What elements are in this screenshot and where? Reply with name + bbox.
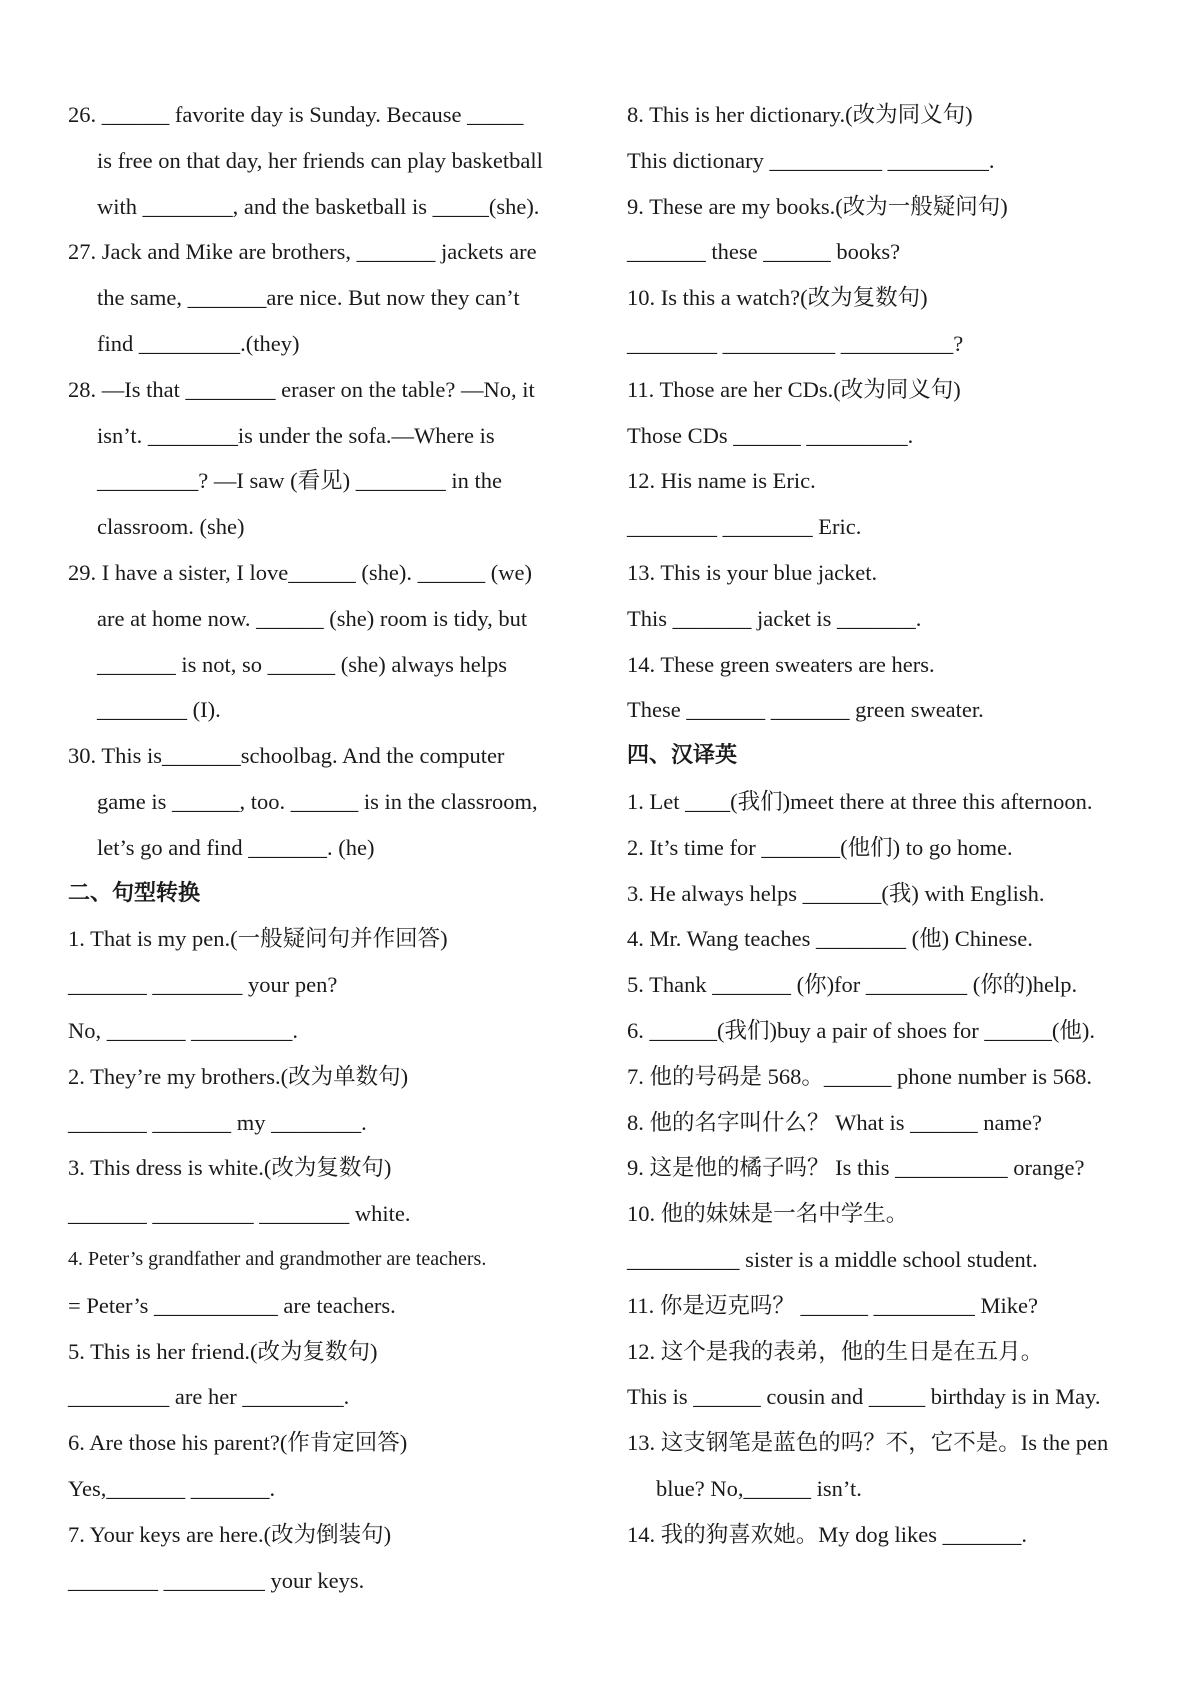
exercise-line: This is ______ cousin and _____ birthday is in May.	[627, 1384, 1101, 1410]
exercise-line: 26. ______ favorite day is Sunday. Because _____	[68, 102, 524, 127]
exercise-line: _________ are her _________.	[68, 1384, 350, 1410]
exercise-line: 5. Thank _______ (你)for _________ (你的)help.	[627, 972, 1078, 998]
exercise-line: with ________, and the basketball is _____(she).	[97, 193, 540, 219]
exercise-line: 2. It’s time for _______(他们) to go home.	[627, 834, 1013, 860]
exercise-line: 29. I have a sister, I love______ (she). ______ (we)	[68, 559, 532, 585]
exercise-line: 6. Are those his parent?(作肯定回答)	[68, 1430, 408, 1456]
exercise-line: _______ is not, so ______ (she) always helps	[97, 651, 507, 677]
exercise-line: game is ______, too. ______ is in the classroom,	[97, 788, 538, 814]
exercise-line: _______ these ______ books?	[627, 239, 901, 265]
exercise-line: _________? —I saw (看见) ________ in the	[97, 468, 502, 494]
exercise-line: __________ sister is a middle school student.	[627, 1246, 1038, 1272]
exercise-line: 11. 你是迈克吗？ ______ _________ Mike?	[627, 1292, 1039, 1318]
exercise-line: 8. This is her dictionary.(改为同义句)	[627, 102, 973, 127]
section-heading: 四、汉译英	[627, 743, 738, 769]
exercise-line: ________ _________ your keys.	[68, 1567, 365, 1593]
exercise-line: 12. His name is Eric.	[627, 468, 816, 494]
right-column	[627, 92, 1167, 1558]
exercise-line: 28. —Is that ________ eraser on the table? —No, it	[68, 376, 535, 402]
exercise-line: 6. ______(我们)buy a pair of shoes for ______(他).	[627, 1017, 1096, 1043]
exercise-line: 27. Jack and Mike are brothers, _______ jackets are	[68, 239, 537, 265]
exercise-line: 4. Mr. Wang teaches ________ (他) Chinese.	[627, 926, 1033, 952]
exercise-line: 30. This is_______schoolbag. And the computer	[68, 743, 505, 769]
exercise-line: are at home now. ______ (she) room is tidy, but	[97, 605, 528, 631]
left-column	[68, 92, 596, 1603]
exercise-line: find _________.(they)	[97, 330, 300, 356]
exercise-line: ________ ________ Eric.	[627, 514, 862, 540]
exercise-line: 3. He always helps _______(我) with English.	[627, 880, 1045, 906]
exercise-line: 13. This is your blue jacket.	[627, 559, 878, 585]
exercise-line: 1. That is my pen.(一般疑问句并作回答)	[68, 926, 448, 952]
exercise-line: _______ _________ ________ white.	[68, 1201, 411, 1227]
exercise-line: 8. 他的名字叫什么？ What is ______ name?	[627, 1109, 1042, 1135]
exercise-line: classroom. (she)	[97, 514, 245, 540]
section-heading: 二、句型转换	[68, 880, 201, 906]
exercise-line: 7. 他的号码是 568。______ phone number is 568.	[627, 1063, 1092, 1089]
exercise-line: 7. Your keys are here.(改为倒装句)	[68, 1521, 392, 1547]
exercise-line: the same, _______are nice. But now they can’t	[97, 285, 520, 311]
exercise-line: Those CDs ______ _________.	[627, 422, 914, 448]
exercise-line: let’s go and find _______. (he)	[97, 834, 375, 860]
exercise-line: _______ ________ your pen?	[68, 972, 338, 998]
exercise-line: 11. Those are her CDs.(改为同义句)	[627, 376, 961, 402]
exercise-line: 12. 这个是我的表弟，他的生日是在五月。	[627, 1338, 1044, 1364]
exercise-line: = Peter’s ___________ are teachers.	[68, 1292, 396, 1318]
exercise-line: ________ __________ __________?	[627, 330, 964, 356]
exercise-line: This dictionary __________ _________.	[627, 147, 995, 173]
exercise-line: 5. This is her friend.(改为复数句)	[68, 1338, 378, 1364]
exercise-line: blue? No,______ isn’t.	[656, 1475, 862, 1501]
exercise-line: 14. These green sweaters are hers.	[627, 651, 935, 677]
exercise-line: 14. 我的狗喜欢她。My dog likes _______.	[627, 1521, 1028, 1547]
exercise-line: No, _______ _________.	[68, 1017, 298, 1043]
exercise-line: These _______ _______ green sweater.	[627, 697, 984, 723]
exercise-line: Yes,_______ _______.	[68, 1475, 276, 1501]
exercise-line: 10. 他的妹妹是一名中学生。	[627, 1201, 909, 1227]
exercise-line: 9. 这是他的橘子吗？ Is this __________ orange?	[627, 1155, 1085, 1181]
exercise-line: is free on that day, her friends can play basketball	[97, 147, 543, 173]
exercise-line: 2. They’re my brothers.(改为单数句)	[68, 1063, 409, 1089]
exercise-line: 4. Peter’s grandfather and grandmother are teachers.	[68, 1247, 487, 1270]
exercise-line: 13. 这支钢笔是蓝色的吗？不，它不是。Is the pen	[627, 1430, 1109, 1456]
exercise-line: ________ (I).	[97, 697, 221, 723]
exercise-line: isn’t. ________is under the sofa.—Where is	[97, 422, 495, 448]
exercise-line: _______ _______ my ________.	[68, 1109, 367, 1135]
exercise-line: This _______ jacket is _______.	[627, 605, 922, 631]
exercise-line: 9. These are my books.(改为一般疑问句)	[627, 193, 1008, 219]
exercise-line: 1. Let ____(我们)meet there at three this afternoon.	[627, 788, 1093, 814]
exercise-line: 10. Is this a watch?(改为复数句)	[627, 285, 928, 311]
exercise-line: 3. This dress is white.(改为复数句)	[68, 1155, 392, 1181]
